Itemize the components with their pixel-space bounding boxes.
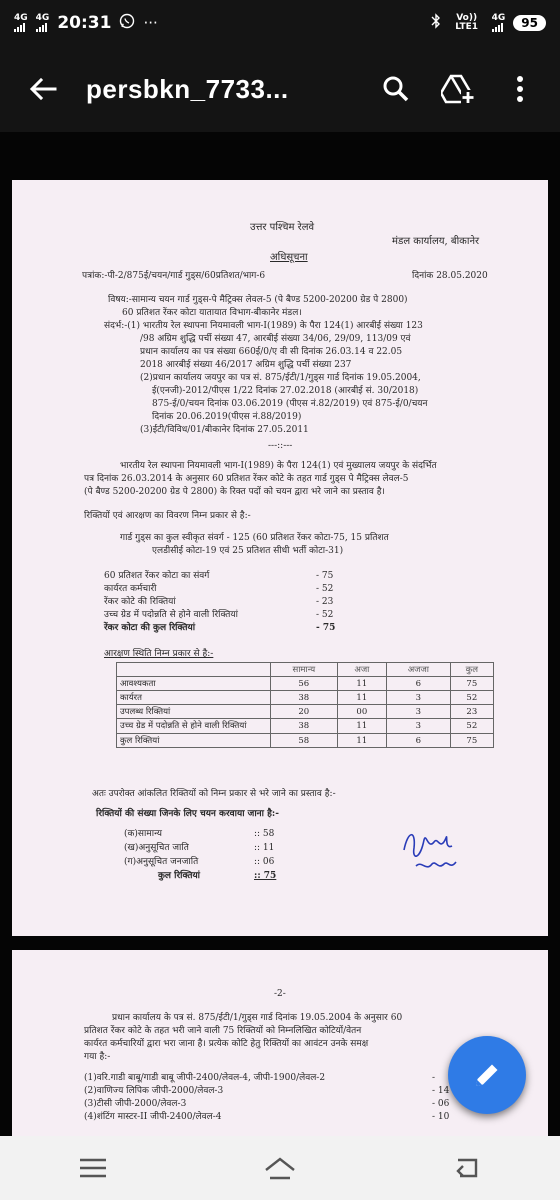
table-cell: कुल रिक्तियां	[117, 734, 271, 748]
vacancy-intro: रिक्तियों एवं आरक्षण का विवरण निम्न प्रकार से है:-	[84, 511, 251, 521]
handwritten-signature	[398, 820, 468, 884]
table-cell: 56	[271, 677, 338, 691]
summary-label: 60 प्रतिशत रेंकर कोटा का संवर्ग	[104, 571, 210, 581]
paragraph-line: प्रतिशत रेंकर कोटे के तहत भरी जाने वाली 75 रिक्तियों को निम्नलिखित कोटियों/वेतन	[84, 1026, 362, 1036]
signal-bars-icon	[36, 23, 47, 32]
selection-label: कुल रिक्तियां	[158, 871, 200, 881]
table-cell: 75	[450, 734, 493, 748]
edit-fab-button[interactable]	[448, 1036, 526, 1114]
recents-lines-icon	[78, 1157, 108, 1179]
summary-value: - 23	[316, 597, 334, 607]
notice-title: अधिसूचना	[270, 252, 308, 263]
more-vert-icon	[516, 75, 524, 103]
subject-line: विषय:-सामान्य चयन गार्ड गुड्स-पे मैट्रिक्स लेवल-5 (पे बैण्ड 5200-20200 ग्रेड पे 2800)	[108, 295, 408, 305]
summary-label: रेंकर कोटे की रिक्तियां	[104, 597, 176, 607]
reference-line: 2018 आरबीई संख्या 46/2017 अग्रिम शुद्धि पर्ची संख्या 237	[140, 360, 352, 370]
paragraph-line: भारतीय रेल स्थापना नियमावली भाग-I(1989) के पैरा 124(1) एवं मुख्यालय जयपुर के संदर्भित	[120, 461, 437, 471]
table-cell: 38	[271, 719, 338, 734]
more-notifications-icon: ···	[143, 14, 158, 32]
table-cell: 00	[337, 705, 386, 719]
table-cell: कार्यरत	[117, 691, 271, 705]
paragraph-line: कार्यरत कर्मचारियों द्वारा भरा जाना है। प्रत्येक कोटि हेतु रिक्तियों का आवंटन उनके समक्ष	[84, 1039, 369, 1049]
header-right: मंडल कार्यालय, बीकानेर	[392, 236, 480, 247]
reference-line: दिनांक 20.06.2019(पीएस नं.88/2019)	[152, 412, 302, 422]
reference-line: (2)प्रधान कार्यालय जयपुर का पत्र सं. 875/ईटी/1/गुड्स गार्ड दिनांक 19.05.2004,	[140, 373, 421, 383]
selection-label: (ग)अनुसूचित जनजाति	[124, 857, 199, 867]
table-header: अजजा	[387, 663, 451, 677]
app-bar	[0, 46, 560, 132]
summary-value: - 52	[316, 610, 334, 620]
reference-line: संदर्भ:-(1) भारतीय रेल स्थापना नियमावली भाग-I(1989) के पैरा 124(1) आरबीई संख्या 123	[104, 321, 423, 331]
whatsapp-icon	[119, 13, 135, 33]
network-type-label: 4G	[491, 13, 506, 23]
home-icon	[263, 1156, 297, 1180]
status-bar	[0, 0, 560, 46]
summary-value: - 75	[316, 623, 336, 633]
selection-label: (क)सामान्य	[124, 829, 162, 839]
summary-label: उच्च ग्रेड में पदोन्नति से होने वाली रिक्तियां	[104, 610, 238, 620]
guard-cadre-line: एलडीसीई कोटा-19 एवं 25 प्रतिशत सीधी भर्ती कोटा-31)	[152, 546, 344, 556]
summary-value: - 52	[316, 584, 334, 594]
selection-value: :: 58	[254, 829, 275, 839]
edit-pencil-icon	[471, 1059, 503, 1091]
table-cell: 11	[337, 734, 386, 748]
table-row	[117, 719, 494, 734]
home-button[interactable]	[262, 1150, 298, 1186]
table-header: अजा	[337, 663, 386, 677]
search-icon	[382, 75, 410, 103]
clock: 20:31	[57, 13, 112, 33]
table-row	[117, 734, 494, 748]
summary-label: कार्यरत कर्मचारी	[104, 584, 157, 594]
signal-bars-icon	[14, 23, 25, 32]
table-header-row	[117, 663, 494, 677]
table-cell: 23	[450, 705, 493, 719]
file-title: persbkn_7733...	[86, 73, 289, 104]
list-item-label: (2)वाणिज्य लिपिक जीपी-2000/लेवल-3	[84, 1086, 224, 1096]
signal-indicator-1	[14, 14, 28, 32]
list-item-value: - 06	[432, 1099, 450, 1109]
list-item-label: (4)शंटिंग मास्टर-II जीपी-2400/लेवल-4	[84, 1112, 222, 1122]
back-nav-icon	[452, 1156, 482, 1180]
table-cell: उच्च ग्रेड में पदोन्नति से होने वाली रिक्तियां	[117, 719, 271, 734]
summary-value: - 75	[316, 571, 334, 581]
battery-level: 95	[513, 15, 546, 31]
table-cell: 3	[387, 705, 451, 719]
volte-indicator: Vo)) LTE1	[455, 13, 479, 32]
proposal-line: अतः उपरोक्त आंकलित रिक्तियों को निम्न प्रकार से भरे जाने का प्रस्ताव है:-	[92, 789, 336, 799]
header-center: उत्तर पश्चिम रेलवे	[250, 222, 315, 233]
table-cell: 20	[271, 705, 338, 719]
list-item-label: (3)टीसी जीपी-2000/लेवल-3	[84, 1099, 187, 1109]
list-item-value: -	[432, 1073, 436, 1083]
reference-line: ई(एनजी)-2012/पीएस 1/22 दिनांक 27.02.2018 (आरबीई सं. 30/2018)	[152, 386, 419, 396]
table-cell: 52	[450, 719, 493, 734]
network-type-label: 4G	[14, 13, 28, 23]
paragraph-line: (पे बैण्ड 5200-20200 ग्रेड पे 2800) के रिक्त पदों को चयन द्वारा भरे जाने का प्रस्ताव है।	[84, 487, 385, 497]
signal-indicator-2	[36, 14, 50, 32]
document-page-1	[12, 180, 548, 936]
reference-line: 875-ई/0/चयन दिनांक 03.06.2019 (पीएस नं.82/2019) एवं 875-ई/0/चयन	[152, 399, 428, 409]
table-header	[117, 663, 271, 677]
table-row	[117, 705, 494, 719]
back-nav-button[interactable]	[449, 1150, 485, 1186]
table-cell: 11	[337, 691, 386, 705]
back-button[interactable]	[0, 46, 86, 132]
signal-bars-icon	[492, 23, 503, 32]
reference-number: पत्रांक:-पी-2/875ई/चयन/गार्ड गुड्स/60प्रतिशत/भाग-6	[82, 271, 266, 281]
selection-intro: रिक्तियों की संख्या जिनके लिए चयन करवाया जाना है:-	[96, 809, 279, 819]
subject-line: 60 प्रतिशत रेंकर कोटा यातायात विभाग-बीकानेर मंडल।	[122, 308, 302, 318]
table-cell: 75	[450, 677, 493, 691]
selection-label: (ख)अनुसूचित जाति	[124, 843, 189, 853]
table-cell: 6	[387, 677, 451, 691]
reservation-intro: आरक्षण स्थिति निम्न प्रकार से है:-	[104, 649, 214, 659]
table-cell: 38	[271, 691, 338, 705]
table-cell: 3	[387, 719, 451, 734]
table-header: कुल	[450, 663, 493, 677]
recents-button[interactable]	[75, 1150, 111, 1186]
table-cell: आवश्यकता	[117, 677, 271, 691]
drive-add-icon	[441, 74, 475, 104]
table-cell: 6	[387, 734, 451, 748]
network-type-label: 4G	[35, 13, 50, 23]
selection-value: :: 06	[254, 857, 275, 867]
paragraph-line: पत्र दिनांक 26.03.2014 के अनुसार 60 प्रतिशत रेंकर कोटे के तहत गार्ड गुड्स पे मैट्रिक्स लेवल-5	[84, 474, 409, 484]
signal-indicator-3	[492, 14, 506, 32]
document-viewer[interactable]	[0, 132, 560, 1136]
table-row	[117, 677, 494, 691]
selection-value: :: 11	[254, 843, 275, 853]
system-navigation-bar	[0, 1136, 560, 1200]
reference-line: (3)ईटी/विविध/01/बीकानेर दिनांक 27.05.2011	[140, 425, 309, 435]
reference-line: प्रधान कार्यालय का पत्र संख्या 660ई/0/ए वी सी दिनांक 26.03.14 व 22.05	[140, 347, 403, 357]
table-cell: 3	[387, 691, 451, 705]
list-item-value: - 10	[432, 1112, 450, 1122]
table-header: सामान्य	[271, 663, 338, 677]
reference-line: /98 अग्रिम शुद्धि पर्ची संख्या 47, आरबीई संख्या 34/06, 29/09, 113/09 एवं	[140, 334, 411, 344]
add-to-drive-button[interactable]	[440, 71, 476, 107]
table-row	[117, 691, 494, 705]
bluetooth-icon	[430, 13, 442, 33]
table-cell: 52	[450, 691, 493, 705]
separator: ---::---	[268, 441, 293, 451]
table-cell: 11	[337, 677, 386, 691]
table-cell: 58	[271, 734, 338, 748]
table-cell: उपलब्ध रिक्तियां	[117, 705, 271, 719]
search-button[interactable]	[378, 71, 414, 107]
arrow-back-icon	[29, 77, 57, 101]
list-item-value: - 14	[432, 1086, 450, 1096]
selection-value: :: 75	[254, 871, 277, 881]
table-cell: 11	[337, 719, 386, 734]
guard-cadre-line: गार्ड गुड्स का कुल स्वीकृत संवर्ग - 125 (60 प्रतिशत रेंकर कोटा-75, 15 प्रतिशत	[120, 533, 389, 543]
reservation-table	[116, 662, 494, 748]
document-date: दिनांक 28.05.2020	[412, 271, 488, 281]
list-item-label: (1)वरि.गाडी बाबू/गाडी बाबू जीपी-2400/लेवल-4, जीपी-1900/लेवल-2	[84, 1073, 326, 1083]
paragraph-line: गया है:-	[84, 1052, 111, 1062]
more-options-button[interactable]	[502, 71, 538, 107]
paragraph-line: प्रधान कार्यालय के पत्र सं. 875/ईटी/1/गुड्स गार्ड दिनांक 19.05.2004 के अनुसार 60	[112, 1013, 403, 1023]
summary-label: रेंकर कोटा की कुल रिक्तियां	[104, 623, 196, 633]
page-number: -2-	[274, 989, 286, 999]
